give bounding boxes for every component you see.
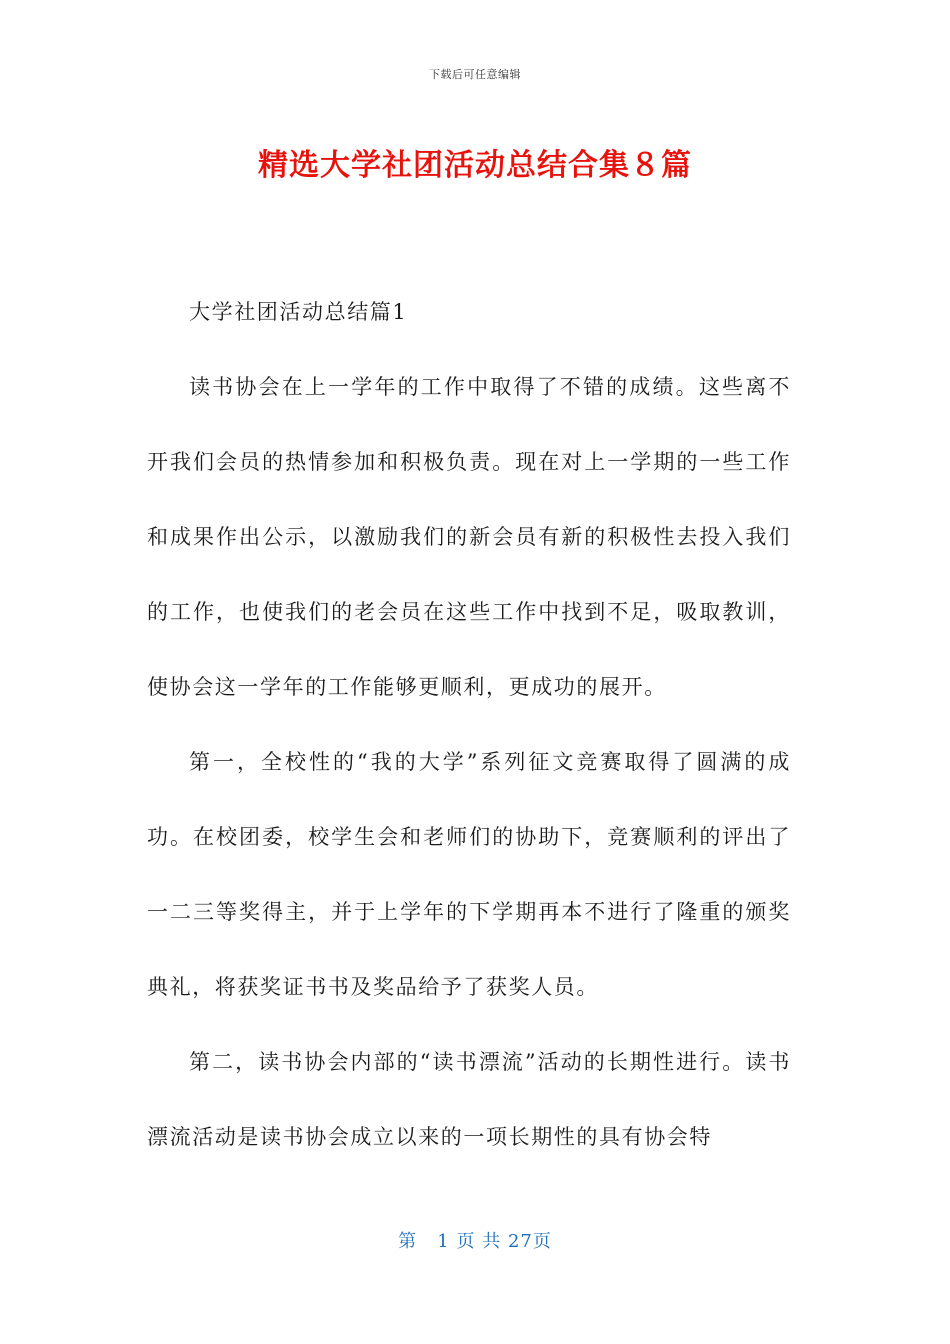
section-heading: 大学社团活动总结篇1 — [189, 300, 408, 324]
footer-suffix: 页 — [532, 1231, 552, 1252]
document-body — [147, 275, 791, 1175]
footer-page-number: 1 — [437, 1231, 450, 1252]
paragraph: 第二，读书协会内部的“读书漂流”活动的长期性进行。读书漂流活动是读书协会成立以来的一项长期性的具有协会特 — [147, 1050, 791, 1149]
footer-prefix: 第 — [398, 1231, 418, 1252]
page-footer — [0, 1227, 950, 1253]
paragraph: 第一，全校性的“我的大学”系列征文竞赛取得了圆满的成功。在校团委，校学生会和老师们的协助下，竞赛顺利的评出了一二三等奖得主，并于上学年的下学期再本不进行了隆重的颁奖典礼，将获奖证书书及奖品给予了获奖人员。 — [147, 750, 791, 999]
document-title: 精选大学社团活动总结合集８篇 — [258, 148, 692, 183]
footer-page-label: 页 — [456, 1231, 476, 1252]
footer-total-pages: 27 — [507, 1231, 533, 1252]
header-note: 下载后可任意编辑 — [429, 68, 521, 81]
paragraph: 读书协会在上一学年的工作中取得了不错的成绩。这些离不开我们会员的热情参加和积极负责。现在对上一学期的一些工作和成果作出公示，以激励我们的新会员有新的积极性去投入我们的工作，也使我们的老会员在这些工作中找到不足，吸取教训，使协会这一学年的工作能够更顺利，更成功的展开。 — [147, 375, 791, 699]
footer-total-label: 共 — [482, 1231, 502, 1252]
